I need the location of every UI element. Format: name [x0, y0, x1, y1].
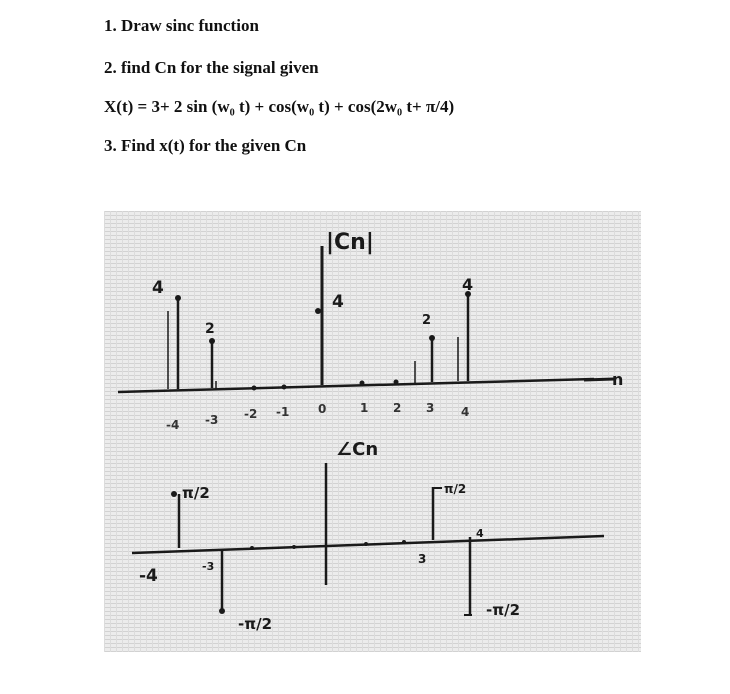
axis-arrow [584, 379, 614, 380]
mag-tick-0: 0 [318, 402, 327, 416]
spectrum-svg [104, 211, 641, 652]
phase-tick-4: 4 [476, 527, 484, 540]
phase-label-3: π/2 [444, 482, 467, 496]
mag-tick-minus3: -3 [205, 413, 219, 427]
question-3: 3. Find x(t) for the given Cn [104, 136, 307, 155]
phase-title: ∠Cn [336, 439, 379, 460]
stem-label-3: 2 [422, 313, 432, 328]
mag-tick-1: 1 [360, 401, 369, 415]
paper-background [104, 211, 641, 652]
mag-tick-4: 4 [461, 405, 470, 419]
mag-tick-minus1: -1 [276, 405, 290, 419]
stem-label-minus4: 4 [152, 278, 164, 298]
question-1: 1. Draw sinc function [104, 16, 259, 35]
phase-label-minus4: π/2 [182, 484, 210, 502]
handwritten-spectrum-figure [104, 211, 641, 652]
phase-label-4: -π/2 [486, 601, 521, 619]
phase-tick-minus4: -4 [139, 566, 158, 586]
signal-equation: X(t) = 3+ 2 sin (w₀ t) + cos(w₀ t) + cos(2w₀ t+ π/4) [104, 97, 455, 116]
phase-tick-3: 3 [418, 552, 427, 566]
mag-tick-2: 2 [393, 401, 402, 415]
mag-tick-minus4: -4 [166, 418, 180, 432]
phase-tick-minus3: -3 [202, 560, 215, 573]
axis-label-n: n [612, 370, 624, 389]
phase-label-minus3: -π/2 [238, 615, 273, 633]
stem-label-0: 4 [332, 292, 344, 312]
magnitude-title: |Cn| [326, 230, 374, 255]
mag-tick-minus2: -2 [244, 407, 258, 421]
mag-tick-3: 3 [426, 401, 435, 415]
question-2: 2. find Cn for the signal given [104, 58, 319, 77]
stem-label-minus3: 2 [205, 321, 215, 337]
stem-label-4: 4 [462, 275, 474, 294]
